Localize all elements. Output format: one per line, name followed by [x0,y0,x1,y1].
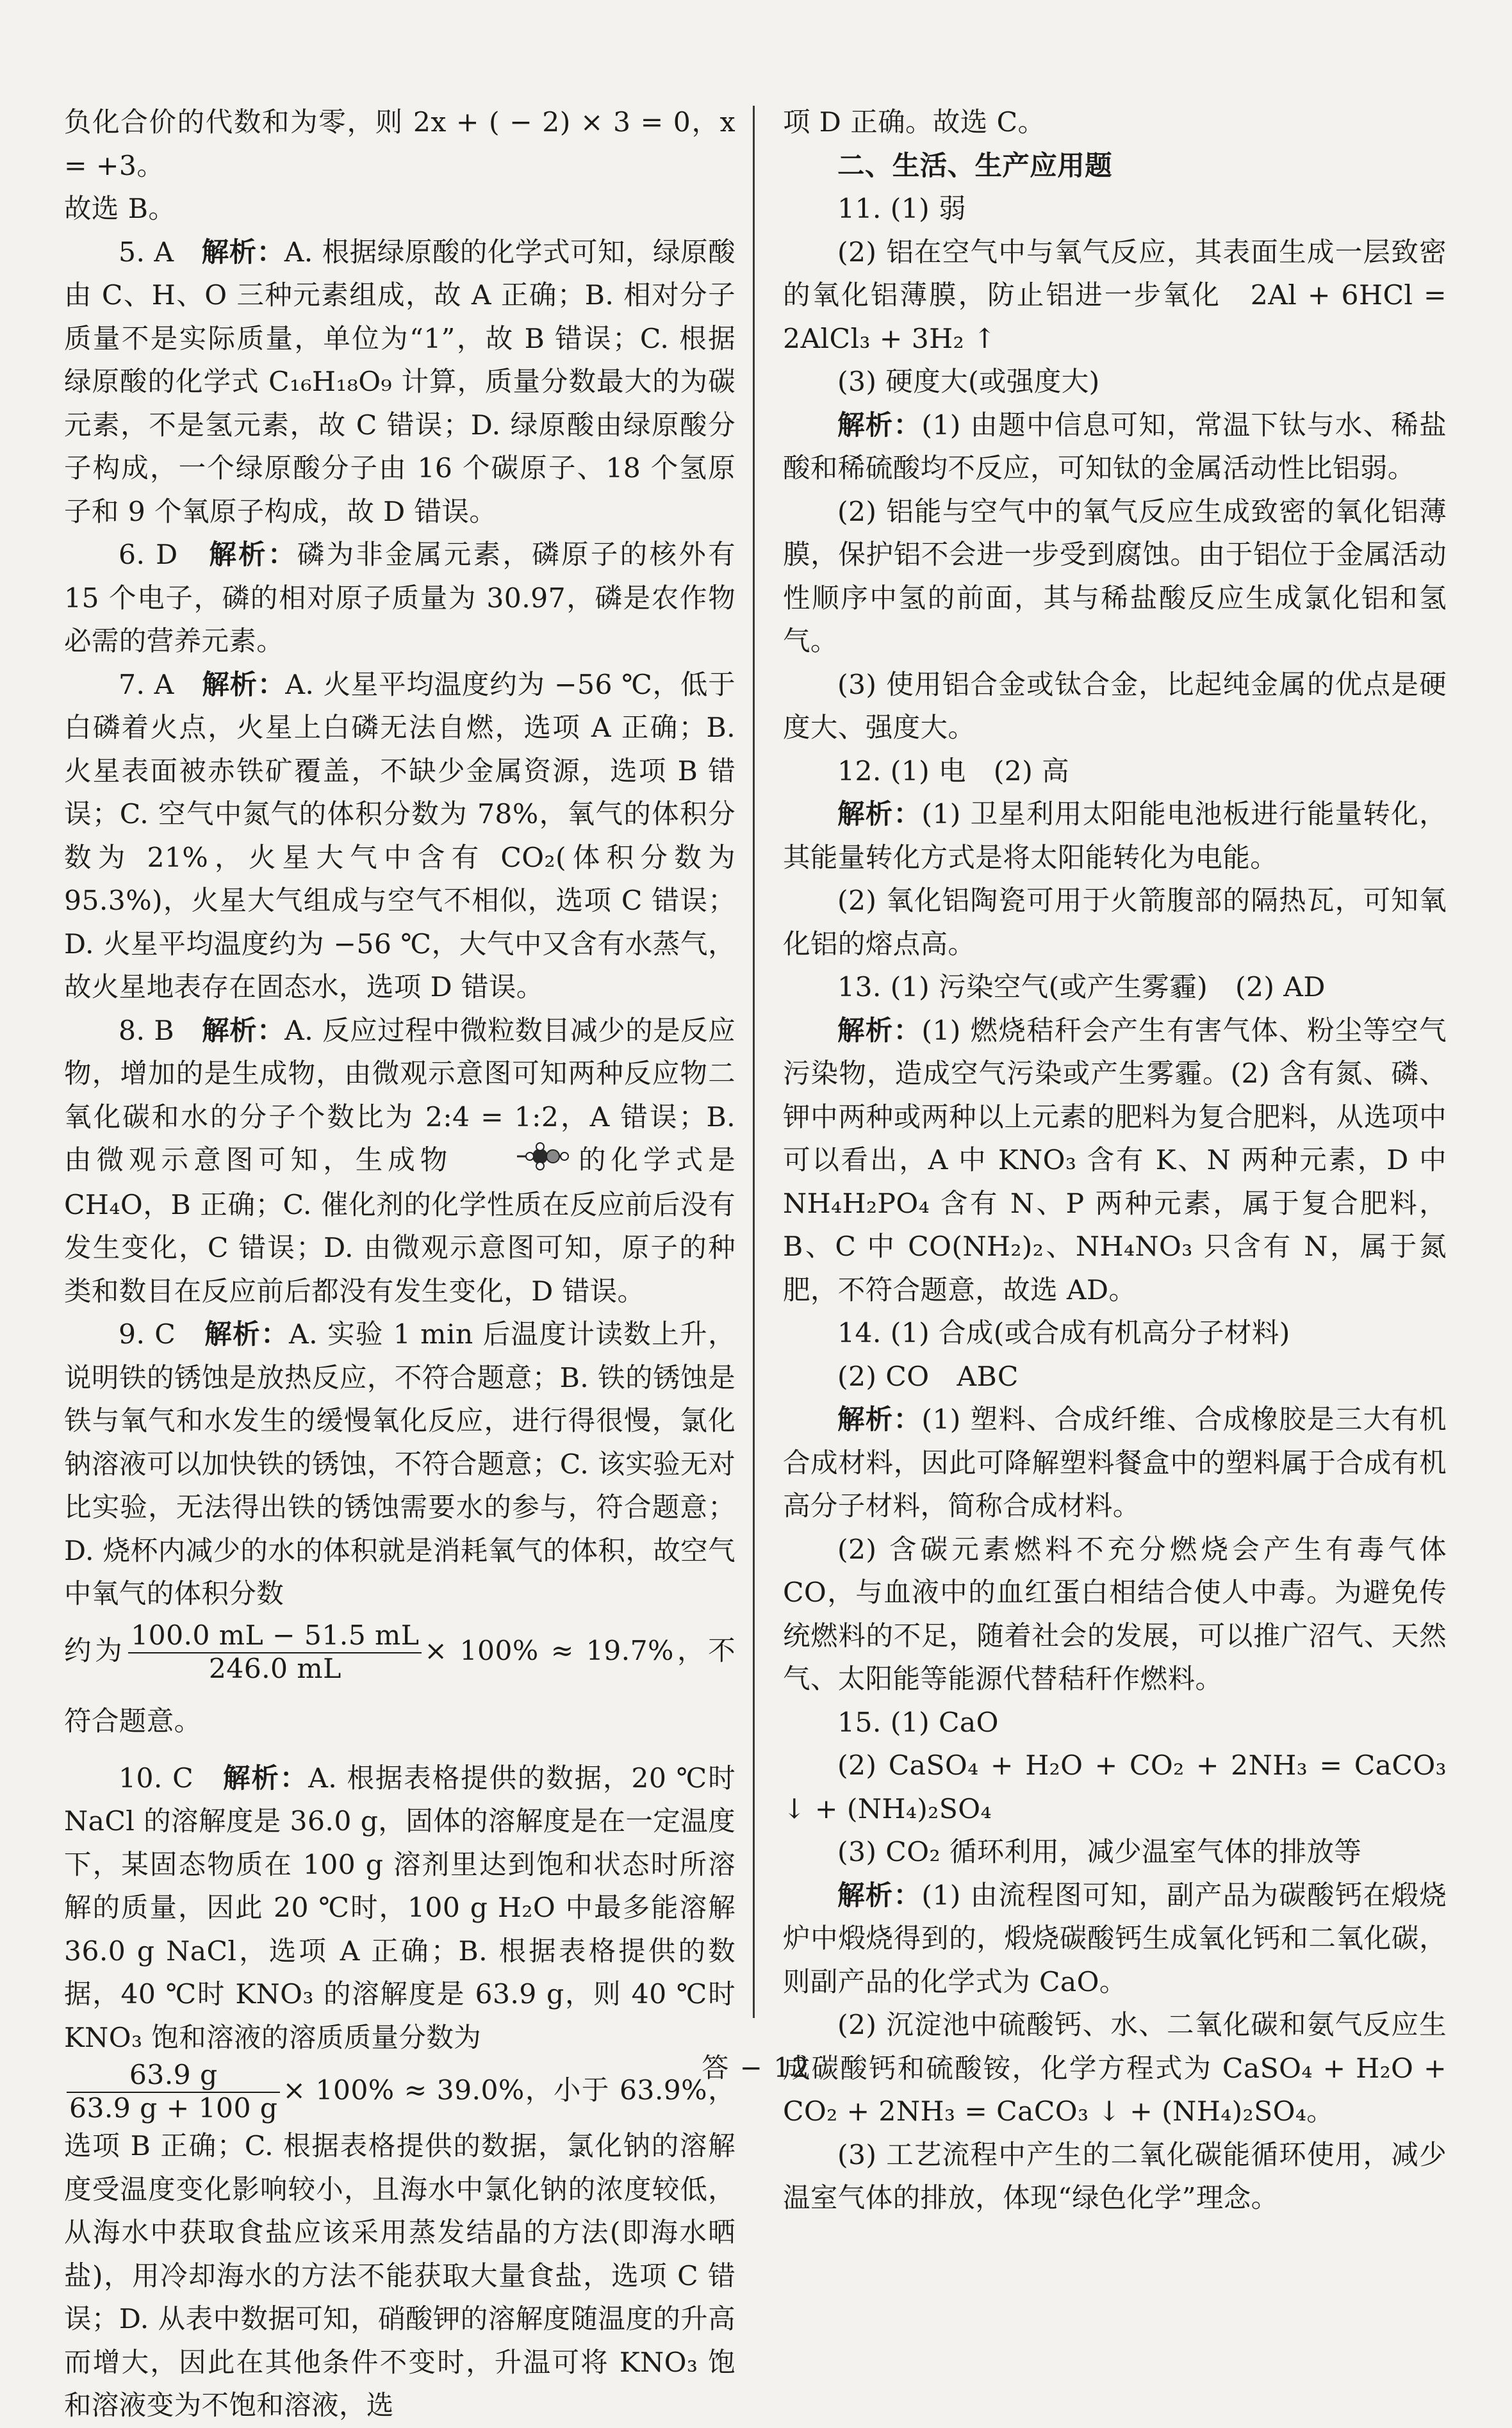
analysis-label: 解析： [837,1014,922,1047]
analysis-text: (1) 塑料、合成纤维、合成橡胶是三大有机合成材料，因此可降解塑料餐盒中的塑料属于合成有机高分子材料，简称合成材料。 [783,1404,1447,1522]
analysis-text: A. 反应过程中微粒数目减少的是反应物，增加的是生成物，由微观示意图可知两种反应物二氧化碳和水的分子个数比为 2:4 = 1:2，A 错误；B. 由微观示意图可知，生成物 [64,1015,736,1176]
analysis-13 [783,1010,1447,1313]
answer-12: 12. (1) 电 (2) 高 [837,755,1070,787]
fraction-denominator: 63.9 g + 100 g [69,2093,278,2125]
analysis-12-1 [783,793,1447,880]
analysis-15-2: (2) 沉淀池中硫酸钙、水、二氧化碳和氨气反应生成碳酸钙和硫酸铵，化学方程式为 CaSO₄ + H₂O + CO₂ + 2NH₃ = CaCO₃ ↓ + (NH₄)₂SO₄。 [783,2010,1447,2128]
answer-15-part1: 15. (1) CaO [837,1707,999,1739]
answer-9 [64,1313,735,1616]
section-heading: 二、生活、生产应用题 [837,149,1113,182]
formula-line [64,1616,735,1757]
analysis-11-2: (2) 铝能与空气中的氧气反应生成致密的氧化铝薄膜，保护铝不会进一步受到腐蚀。由于铝位于金属活动性顺序中氢的前面，其与稀盐酸反应生成氯化铝和氢气。 [783,496,1447,657]
answer-number: 8. B [119,1015,174,1047]
analysis-text: A. 根据表格提供的数据，20 ℃时 NaCl 的溶解度是 36.0 g，固体的溶解度是在一定温度下，某固态物质在 100 g 溶剂里达到饱和状态时所溶解的质量，因此 20 ℃时，100 g H₂O 中最多能溶解 36.0 g NaCl，选项 A 正确；B. 根据表格提供的数据，40 ℃时 KNO₃ 的溶解度是 63.9 g，则 40 ℃时 KNO₃ 饱和溶液的溶质质量分数为 [64,1762,735,2054]
analysis-label: 解析： [222,1762,309,1794]
analysis-text: A. 火星平均温度约为 −56 ℃，低于白磷着火点，火星上白磷无法自燃，选项 A 正确；B. 火星表面被赤铁矿覆盖，不缺少金属资源，选项 B 错误；C. 空气中氮气的体积分数为 78%，氧气的体积分数为 21%，火星大气中含有 CO₂(体积分数为 95.3%)，火星大气组成与空气不相似，选项 C 错误；D. 火星平均温度约为 −56 ℃，大气中又含有水蒸气，故火星地表存在固态水，选项 D 错误。 [64,669,735,1003]
analysis-text: (1) 由题中信息可知，常温下钛与水、稀盐酸和稀硫酸均不反应，可知钛的金属活动性比铝弱。 [783,409,1447,484]
fraction-denominator: 246.0 mL [208,1653,341,1685]
analysis-text: (1) 卫星利用太阳能电池板进行能量转化，其能量转化方式是将太阳能转化为电能。 [783,799,1447,874]
text-line: 故选 B。 [64,193,176,225]
analysis-label: 解析： [837,1404,922,1436]
answer-11-part1: 11. (1) 弱 [837,193,966,225]
column-divider [753,106,755,2018]
fraction [128,1620,422,1686]
analysis-text: 磷为非金属元素，磷原子的核外有 15 个电子，磷的相对原子质量为 30.97，磷是农作物必需的营养元素。 [64,539,735,657]
fraction-numerator: 100.0 mL − 51.5 mL [128,1620,422,1653]
answer-10 [64,1757,735,2060]
answer-14-part2: (2) CO ABC [837,1361,1019,1393]
analysis-text: (1) 燃烧秸秆会产生有害气体、粉尘等空气污染物，造成空气污染或产生雾霾。(2) 含有氮、磷、钾中两种或两种以上元素的肥料为复合肥料，从选项中可以看出，A 中 KNO₃ 含有 K、N 两种元素，D 中 NH₄H₂PO₄ 含有 N、P 两种元素，属于复合肥料，B、C 中 CO(NH₂)₂、NH₄NO₃ 只含有 N，属于氮肥，不符合题意，故选 AD。 [783,1015,1447,1306]
fraction-numerator: 63.9 g [67,2060,280,2093]
answer-number: 5. A [119,236,174,268]
analysis-12-2: (2) 氧化铝陶瓷可用于火箭腹部的隔热瓦，可知氧化铝的熔点高。 [783,885,1447,960]
answer-11-part2: (2) 铝在空气中与氧气反应，其表面生成一层致密的氧化铝薄膜，防止铝进一步氧化 2Al + 6HCl = 2AlCl₃ + 3H₂ ↑ [783,236,1447,355]
analysis-text: 的化学式是 CH₄O，B 正确；C. 催化剂的化学性质在反应前后没有发生变化，C 错误；D. 由微观示意图可知，原子的种类和数目在反应前后都没有发生变化，D 错误。 [64,1145,735,1308]
answer-number: 10. C [119,1762,194,1794]
answer-5 [64,231,735,534]
molecule-model-icon [456,1140,570,1184]
analysis-label: 解析： [202,668,286,701]
analysis-label: 解析： [204,1318,290,1351]
text-line: 负化合价的代数和为零，则 2x + ( − 2) × 3 = 0，x = +3。 [64,107,735,182]
answer-8 [64,1010,735,1314]
analysis-label: 解析： [201,236,284,268]
formula-suffix: × 100% ≈ 19.7%，不符合题意。 [64,1635,735,1737]
right-column [783,101,1447,2220]
answer-14-part1: 14. (1) 合成(或合成有机高分子材料) [837,1318,1290,1349]
analysis-label: 解析： [837,798,922,830]
analysis-11-3: (3) 使用铝合金或钛合金，比起纯金属的优点是硬度大、强度大。 [783,669,1447,744]
analysis-14-1 [783,1399,1447,1529]
answer-7 [64,664,735,1010]
page-number: 答 − 12 [702,2052,810,2083]
analysis-text: A. 实验 1 min 后温度计读数上升，说明铁的锈蚀是放热反应，不符合题意；B. 铁的锈蚀是铁与氧气和水发生的缓慢氧化反应，进行得很慢，氯化钠溶液可以加快铁的锈蚀，不符合题意；C. 该实验无对比实验，无法得出铁的锈蚀需要水的参与，符合题意；D. 烧杯内减少的水的体积就是消耗氧气的体积，故空气中氧气的体积分数 [64,1319,735,1611]
analysis-text: (1) 由流程图可知，副产品为碳酸钙在煅烧炉中煅烧得到的，煅烧碳酸钙生成氧化钙和二氧化碳，则副产品的化学式为 CaO。 [783,1880,1447,1998]
formula-line [64,2060,735,2428]
analysis-label: 解析： [209,539,297,571]
answer-number: 7. A [119,669,174,701]
analysis-text: × 100% ≈ 39.0%，小于 63.9%，选项 B 正确；C. 根据表格提供的数据，氯化钠的溶解度受温度变化影响较小，且海水中氯化钠的浓度较低，从海水中获取食盐应该采用蒸发结晶的方法(即海水晒盐)，用冷却海水的方法不能获取大量食盐，选项 C 错误；D. 从表中数据可知，硝酸钾的溶解度随温度的升高而增大，因此在其他条件不变时，升温可将 KNO₃ 饱和溶液变为不饱和溶液，选 [64,2075,735,2422]
analysis-11-1 [783,404,1447,491]
answer-11-part3: (3) 硬度大(或强度大) [837,366,1100,398]
answer-6 [64,534,735,664]
text-line: 项 D 正确。故选 C。 [783,107,1046,138]
answer-15-part3: (3) CO₂ 循环利用，减少温室气体的排放等 [837,1837,1362,1868]
analysis-label: 解析： [837,409,922,441]
answer-15-part2: (2) CaSO₄ + H₂O + CO₂ + 2NH₃ = CaCO₃ ↓ + (NH₄)₂SO₄ [783,1750,1447,1825]
analysis-14-2: (2) 含碳元素燃料不充分燃烧会产生有毒气体 CO，与血液中的血红蛋白相结合使人中毒。为避免传统燃料的不足，随着社会的发展，可以推广沼气、天然气、太阳能等能源代替秸秆作燃料。 [783,1534,1447,1695]
analysis-label: 解析： [202,1014,285,1047]
analysis-15-3: (3) 工艺流程中产生的二氧化碳能循环使用，减少温室气体的排放，体现“绿色化学”理念。 [783,2139,1447,2214]
answer-number: 6. D [119,539,178,571]
analysis-text: A. 根据绿原酸的化学式可知，绿原酸由 C、H、O 三种元素组成，故 A 正确；B. 相对分子质量不是实际质量，单位为“1”，故 B 错误；C. 根据绿原酸的化学式 C₁₆H₁₈O₉ 计算，质量分数最大的为碳元素，不是氢元素，故 C 错误；D. 绿原酸由绿原酸分子构成，一个绿原酸分子由 16 个碳原子、18 个氢原子和 9 个氧原子构成，故 D 错误。 [64,236,735,528]
formula-prefix: 约为 [64,1635,126,1667]
analysis-15-1 [783,1874,1447,2005]
answer-13: 13. (1) 污染空气(或产生雾霾) (2) AD [837,972,1326,1003]
analysis-label: 解析： [837,1879,922,1912]
answer-number: 9. C [119,1319,176,1351]
